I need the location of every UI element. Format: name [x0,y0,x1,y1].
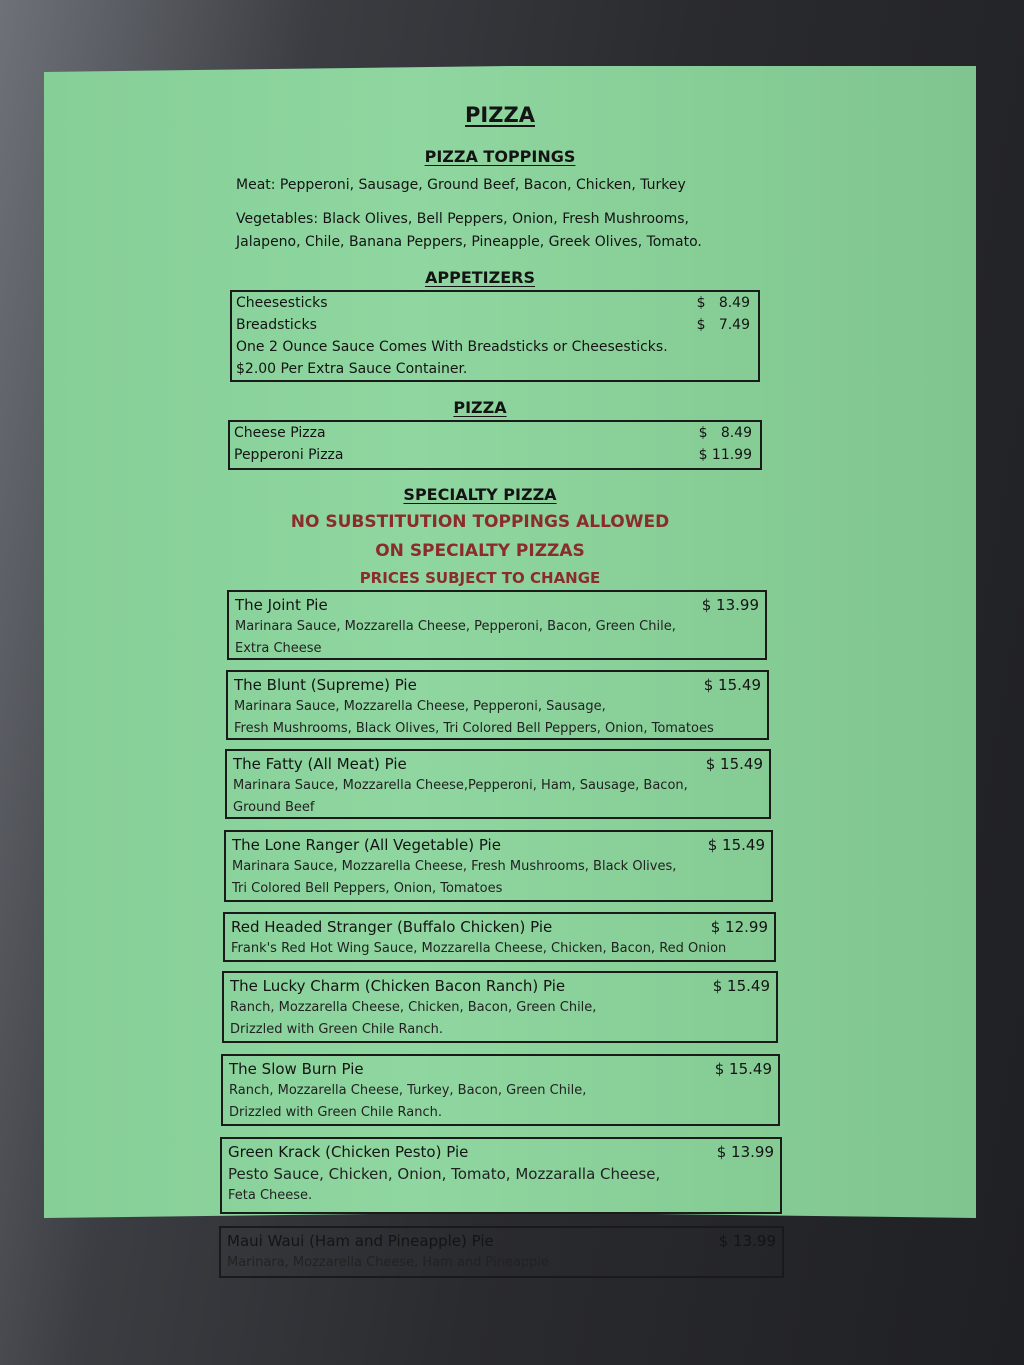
specialty-item [226,670,769,740]
item-price: $ 12.99 [710,918,768,936]
item-price: $ 15.49 [714,1060,772,1078]
item-name: Green Krack (Chicken Pesto) Pie [228,1143,469,1161]
item-desc: Marinara Sauce, Mozzarella Cheese, Fresh Mushrooms, Black Olives, [232,859,677,874]
pizza-box [228,420,762,470]
item-desc: Feta Cheese. [228,1188,313,1203]
item-price: $ 13.99 [718,1232,776,1250]
page-title: PIZZA [465,103,535,127]
item-desc: Extra Cheese [235,641,322,656]
specialty-item [223,912,776,962]
appetizer-name: Cheesesticks [236,295,328,311]
appetizer-price: $ 7.49 [696,317,750,333]
item-desc: Marinara Sauce, Mozzarella Cheese, Pepperoni, Bacon, Green Chile, [235,619,676,634]
item-desc: Fresh Mushrooms, Black Olives, Tri Colored Bell Peppers, Onion, Tomatoes [234,721,714,736]
specialty-heading: SPECIALTY PIZZA [403,485,557,504]
appetizer-name: Breadsticks [236,317,317,333]
specialty-item [221,1054,780,1126]
pizza-name: Cheese Pizza [234,425,326,441]
appetizer-note: $2.00 Per Extra Sauce Container. [236,361,468,377]
item-name: The Slow Burn Pie [229,1060,364,1078]
toppings-vegetables-2: Jalapeno, Chile, Banana Peppers, Pineapple, Greek Olives, Tomato. [236,234,702,250]
item-desc: Pesto Sauce, Chicken, Onion, Tomato, Mozzaralla Cheese, [228,1165,661,1183]
appetizers-heading: APPETIZERS [424,268,535,287]
pizza-row [234,444,752,466]
toppings-heading: PIZZA TOPPINGS [424,147,576,166]
item-price: $ 15.49 [712,977,770,995]
pizza-name: Pepperoni Pizza [234,447,344,463]
toppings-vegetables-1: Vegetables: Black Olives, Bell Peppers, Onion, Fresh Mushrooms, [236,211,689,227]
item-name: The Joint Pie [235,596,328,614]
item-desc: Marinara, Mozzarella Cheese, Ham and Pineapple [227,1255,550,1270]
item-price: $ 15.49 [705,755,763,773]
item-desc: Tri Colored Bell Peppers, Onion, Tomatoes [232,881,503,896]
item-name: Red Headed Stranger (Buffalo Chicken) Pie [231,918,553,936]
item-desc: Ground Beef [233,800,315,815]
specialty-item [222,971,778,1043]
pizza-price: $ 8.49 [698,425,752,441]
item-desc: Marinara Sauce, Mozzarella Cheese,Pepperoni, Ham, Sausage, Bacon, [233,778,688,793]
pizza-price: $ 11.99 [698,447,752,463]
specialty-item [224,830,773,902]
item-desc: Drizzled with Green Chile Ranch. [230,1022,443,1037]
item-price: $ 13.99 [716,1143,774,1161]
item-desc: Frank's Red Hot Wing Sauce, Mozzarella Cheese, Chicken, Bacon, Red Onion [231,941,727,956]
item-price: $ 13.99 [701,596,759,614]
pizza-heading: PIZZA [453,398,507,417]
item-name: The Lucky Charm (Chicken Bacon Ranch) Pie [230,977,566,995]
item-desc: Drizzled with Green Chile Ranch. [229,1105,442,1120]
item-name: The Fatty (All Meat) Pie [233,755,407,773]
specialty-item [227,590,767,660]
specialty-item [225,749,771,819]
item-desc: Marinara Sauce, Mozzarella Cheese, Pepperoni, Sausage, [234,699,606,714]
appetizers-box [230,290,760,382]
specialty-notice: ON SPECIALTY PIZZAS [375,541,585,561]
item-name: The Blunt (Supreme) Pie [234,676,417,694]
item-price: $ 15.49 [707,836,765,854]
specialty-item [220,1137,782,1214]
appetizer-price: $ 8.49 [696,295,750,311]
specialty-item [219,1226,784,1278]
item-name: Maui Waui (Ham and Pineapple) Pie [227,1232,494,1250]
specialty-notice: NO SUBSTITUTION TOPPINGS ALLOWED [290,512,670,532]
item-name: The Lone Ranger (All Vegetable) Pie [232,836,501,854]
item-price: $ 15.49 [703,676,761,694]
specialty-notice: PRICES SUBJECT TO CHANGE [359,569,601,587]
item-desc: Ranch, Mozzarella Cheese, Turkey, Bacon, Green Chile, [229,1083,587,1098]
appetizer-row [236,292,750,314]
pizza-row [234,422,752,444]
item-desc: Ranch, Mozzarella Cheese, Chicken, Bacon, Green Chile, [230,1000,597,1015]
appetizer-note: One 2 Ounce Sauce Comes With Breadsticks or Cheesesticks. [236,339,668,355]
toppings-meat: Meat: Pepperoni, Sausage, Ground Beef, Bacon, Chicken, Turkey [236,177,686,193]
appetizer-row [236,314,750,336]
